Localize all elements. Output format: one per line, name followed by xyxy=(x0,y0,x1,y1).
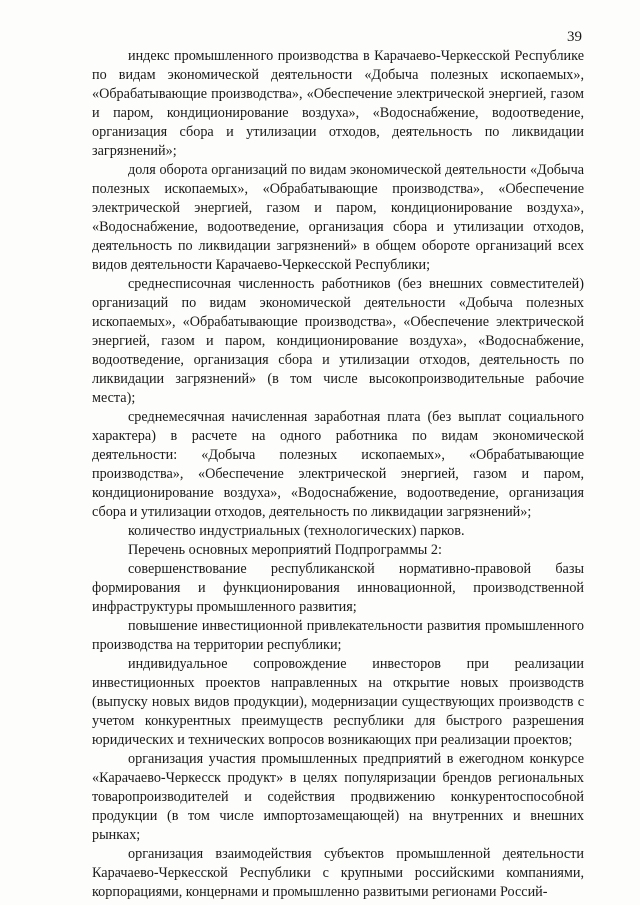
document-body xyxy=(92,47,584,902)
paragraph: повышение инвестиционной привлекательности развития промышленного производства на территории республики; xyxy=(92,618,584,653)
paragraph: среднемесячная начисленная заработная плата (без выплат социального характера) в расчете на одного работника по видам экономической деятельности: «Добыча полезных ископаемых», «Обрабатывающие производства», «Обеспечение электрической энергией, газом и паром, кондиционирование воздуха», «Водоснабжение, водоотведение, организация сбора и утилизации отходов, деятельность по ликвидации загрязнений»; xyxy=(92,409,584,520)
paragraph: доля оборота организаций по видам экономической деятельности «Добыча полезных ископаемых», «Обрабатывающие производства», «Обеспечение электрической энергией, газом и паром, кондиционирование воздуха», «Водоснабжение, водоотведение, организация сбора и утилизации отходов, деятельность по ликвидации загрязнений» в общем обороте организаций всех видов деятельности Карачаево-Черкесской Республики; xyxy=(92,162,584,273)
paragraph: организация участия промышленных предприятий в ежегодном конкурсе «Карачаево-Черкесск продукт» в целях популяризации брендов региональных товаропроизводителей и содействия продвижению конкурентоспособной продукции (в том числе импортозамещающей) на внутренних и внешних рынках; xyxy=(92,751,584,843)
paragraph: среднесписочная численность работников (без внешних совместителей) организаций по видам экономической деятельности «Добыча полезных ископаемых», «Обрабатывающие производства», «Обеспечение электрической энергией, газом и паром, кондиционирование воздуха», «Водоснабжение, водоотведение, организация сбора и утилизации отходов, деятельность по ликвидации загрязнений» (в том числе высокопроизводительные рабочие места); xyxy=(92,276,584,406)
paragraph: индивидуальное сопровождение инвесторов при реализации инвестиционных проектов направленных на открытие новых производств (выпуску новых видов продукции), модернизации существующих производств с учетом конкурентных преимуществ республики для быстрого разрешения юридических и технических вопросов возникающих при реализации проектов; xyxy=(92,656,584,748)
paragraph: организация взаимодействия субъектов промышленной деятельности Карачаево-Черкесской Республики с крупными российскими компаниями, корпорациями, концернами и промышленно развитыми регионами Россий- xyxy=(92,846,584,900)
paragraph: индекс промышленного производства в Карачаево-Черкесской Республике по видам экономической деятельности «Добыча полезных ископаемых», «Обрабатывающие производства», «Обеспечение электрической энергией, газом и паром, кондиционирование воздуха», «Водоснабжение, водоотведение, организация сбора и утилизации отходов, деятельность по ликвидации загрязнений»; xyxy=(92,48,584,159)
paragraph: количество индустриальных (технологических) парков. xyxy=(128,523,465,539)
paragraph: совершенствование республиканской нормативно-правовой базы формирования и функционирования инновационной, производственной инфраструктуры промышленного развития; xyxy=(92,561,584,615)
paragraph: Перечень основных мероприятий Подпрограммы 2: xyxy=(128,542,442,558)
page-number: 39 xyxy=(567,29,582,45)
